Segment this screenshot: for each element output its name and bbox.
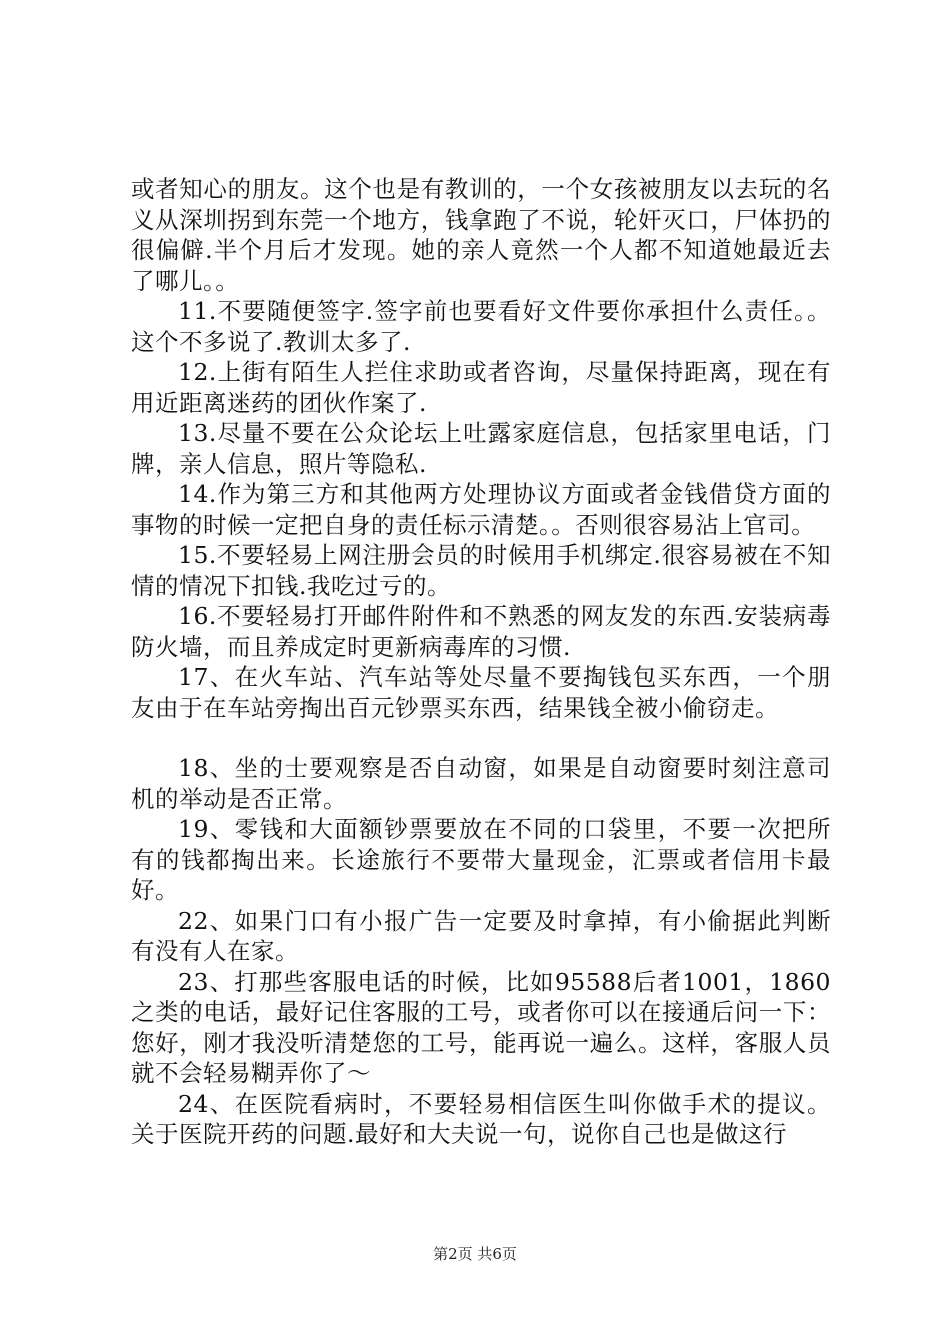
paragraph-item-23: 23、打那些客服电话的时候，比如95588后者1001，1860之类的电话，最好记住客服的工号，或者你可以在接通后问一下：您好，刚才我没听清楚您的工号，能再说一遍么。这样，客服人员就不会轻易糊弄你了～ xyxy=(131,967,831,1087)
paragraph-item-12: 12.上街有陌生人拦住求助或者咨询，尽量保持距离，现在有用近距离迷药的团伙作案了. xyxy=(131,358,831,417)
paragraph-item-22: 22、如果门口有小报广告一定要及时拿掉，有小偷据此判断有没有人在家。 xyxy=(131,906,831,965)
page-number-footer: 第2页 共6页 xyxy=(433,1245,517,1263)
paragraph-item-13: 13.尽量不要在公众论坛上吐露家庭信息，包括家里电话，门牌，亲人信息，照片等隐私. xyxy=(131,419,831,478)
document-body xyxy=(131,174,831,1150)
paragraph-item-24: 24、在医院看病时，不要轻易相信医生叫你做手术的提议。关于医院开药的问题.最好和大夫说一句，说你自己也是做这行 xyxy=(131,1089,831,1148)
paragraph-item-19: 19、零钱和大面额钞票要放在不同的口袋里，不要一次把所有的钱都掏出来。长途旅行不要带大量现金，汇票或者信用卡最好。 xyxy=(131,815,831,904)
paragraph-continuation: 或者知心的朋友。这个也是有教训的，一个女孩被朋友以去玩的名义从深圳拐到东莞一个地方，钱拿跑了不说，轮奸灭口，尸体扔的很偏僻.半个月后才发现。她的亲人竟然一个人都不知道她最近去了哪儿。。 xyxy=(131,175,831,295)
paragraph-item-18: 18、坐的士要观察是否自动窗，如果是自动窗要时刻注意司机的举动是否正常。 xyxy=(131,754,831,813)
paragraph-item-15: 15.不要轻易上网注册会员的时候用手机绑定.很容易被在不知情的情况下扣钱.我吃过亏的。 xyxy=(131,541,831,600)
paragraph-item-11: 11.不要随便签字.签字前也要看好文件要你承担什么责任。。这个不多说了.教训太多了. xyxy=(131,297,831,356)
paragraph-item-14: 14.作为第三方和其他两方处理协议方面或者金钱借贷方面的事物的时候一定把自身的责任标示清楚。。否则很容易沾上官司。 xyxy=(131,480,831,539)
paragraph-item-16: 16.不要轻易打开邮件附件和不熟悉的网友发的东西.安装病毒防火墙，而且养成定时更新病毒库的习惯. xyxy=(131,602,831,661)
paragraph-item-17: 17、在火车站、汽车站等处尽量不要掏钱包买东西，一个朋友由于在车站旁掏出百元钞票买东西，结果钱全被小偷窃走。 xyxy=(131,663,831,722)
